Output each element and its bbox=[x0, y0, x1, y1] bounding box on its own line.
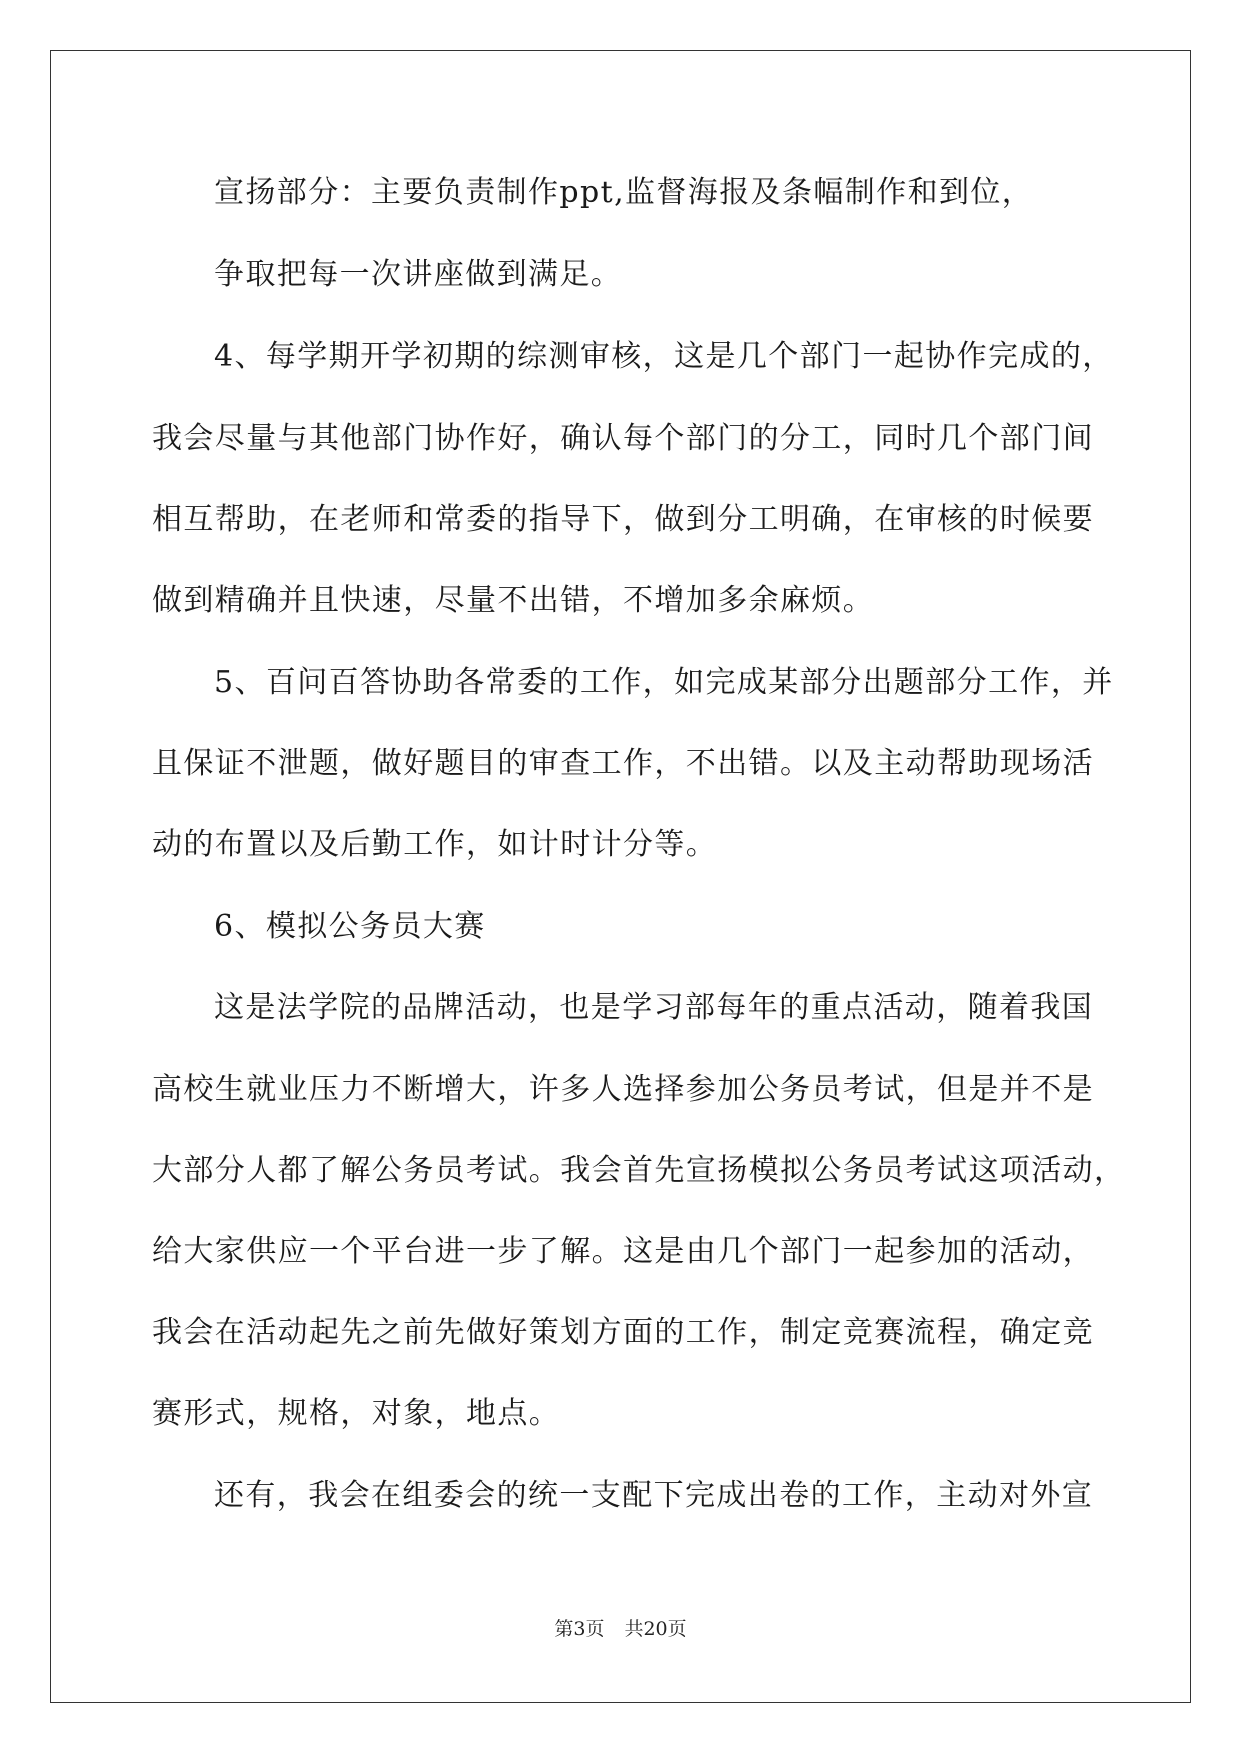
text-line-9: 动的布置以及后勤工作，如计时计分等。 bbox=[152, 827, 718, 862]
text-line-16: 赛形式，规格，对象，地点。 bbox=[152, 1396, 561, 1431]
text-line-4: 我会尽量与其他部门协作好，确认每个部门的分工，同时几个部门间 bbox=[152, 421, 1094, 456]
page-number: 第3页 bbox=[554, 1618, 605, 1640]
text-line-3: 4、每学期开学初期的综测审核，这是几个部门一起协作完成的， bbox=[214, 339, 1114, 374]
text-line-17: 还有，我会在组委会的统一支配下完成出卷的工作，主动对外宣 bbox=[214, 1478, 1094, 1513]
text-line-2: 争取把每一次讲座做到满足。 bbox=[214, 257, 623, 292]
text-line-1: 宣扬部分：主要负责制作ppt,监督海报及条幅制作和到位， bbox=[214, 175, 1034, 210]
text-line-12: 高校生就业压力不断增大，许多人选择参加公务员考试，但是并不是 bbox=[152, 1072, 1094, 1107]
text-line-5: 相互帮助，在老师和常委的指导下，做到分工明确，在审核的时候要 bbox=[152, 502, 1094, 537]
page-total: 共20页 bbox=[624, 1618, 687, 1640]
text-line-6: 做到精确并且快速，尽量不出错，不增加多余麻烦。 bbox=[152, 583, 875, 618]
text-line-13: 大部分人都了解公务员考试。我会首先宣扬模拟公务员考试这项活动， bbox=[152, 1153, 1126, 1188]
text-line-14: 给大家供应一个平台进一步了解。这是由几个部门一起参加的活动， bbox=[152, 1234, 1094, 1269]
text-line-10: 6、模拟公务员大赛 bbox=[214, 909, 486, 944]
text-line-7: 5、百问百答协助各常委的工作，如完成某部分出题部分工作，并 bbox=[214, 665, 1114, 700]
page-footer bbox=[0, 1617, 1241, 1641]
text-line-8: 且保证不泄题，做好题目的审查工作，不出错。以及主动帮助现场活 bbox=[152, 746, 1094, 781]
page-frame bbox=[50, 50, 1191, 1703]
text-line-11: 这是法学院的品牌活动，也是学习部每年的重点活动，随着我国 bbox=[214, 990, 1094, 1025]
text-line-15: 我会在活动起先之前先做好策划方面的工作，制定竞赛流程，确定竞 bbox=[152, 1315, 1094, 1350]
